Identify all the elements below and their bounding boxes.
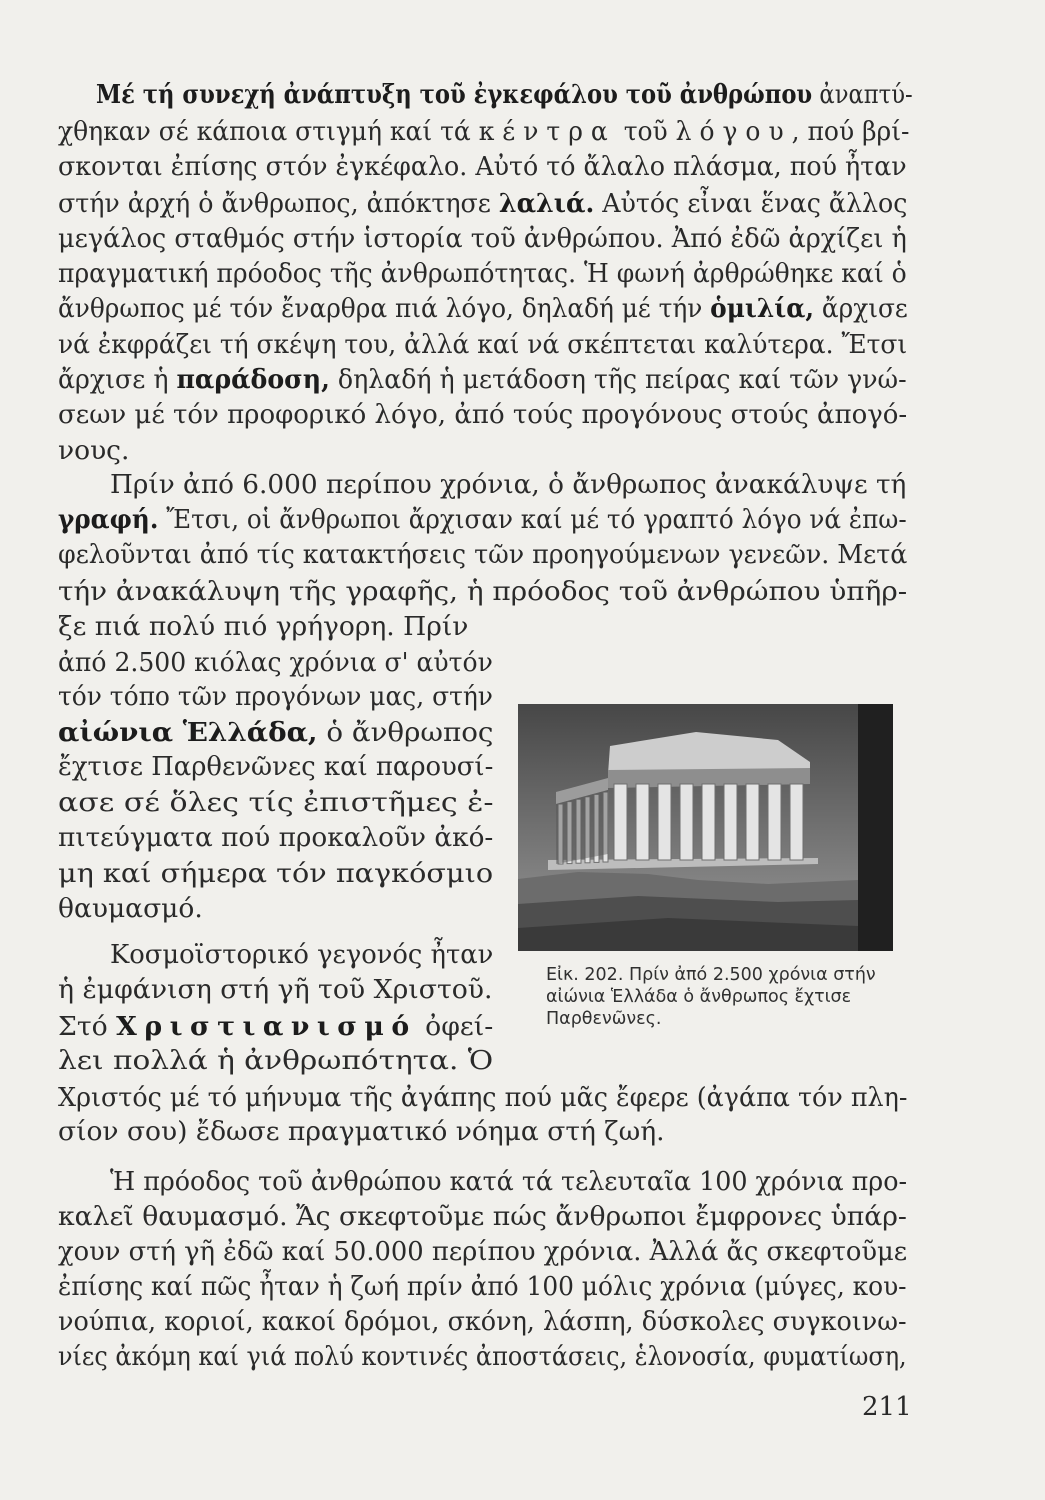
column: [746, 784, 759, 860]
page-number: 211: [862, 1392, 912, 1422]
text-line: τήν ἀνακάλυψη τῆς γραφῆς, ἡ πρόοδος τοῦ ἀνθρώπου ὑπῆρ-: [58, 576, 908, 607]
text-line: ἔχτισε Παρθενῶνες καί παρουσί-: [58, 751, 494, 782]
text-line: νά ἐκφράζει τή σκέψη του, ἀλλά καί νά σκέπτεται καλύτερα. Ἔτσι: [58, 329, 908, 360]
text-line: καλεῖ θαυμασμό. Ἄς σκεφτοῦμε πώς ἄνθρωποι ἔμφρονες ὑπάρ-: [58, 1201, 907, 1232]
text-line: φελοῦνται ἀπό τίς κατακτήσεις τῶν προηγούμενων γενεῶν. Μετά: [58, 539, 908, 570]
text-line: Μέ τή συνεχή ἀνάπτυξη τοῦ ἐγκεφάλου τοῦ ἀνθρώπου ἀναπτύ-: [96, 79, 913, 110]
spaced-bold-term: Χριστιανισμό: [116, 1011, 417, 1042]
column: [790, 784, 803, 860]
text-line: λει πολλά ἡ ἀνθρωπότητα. Ὁ: [58, 1045, 494, 1076]
text-line: σίον σου) ἔδωσε πραγματικό νόημα στή ζωή.: [58, 1116, 665, 1147]
text-line: στήν ἀρχή ὁ ἄνθρωπος, ἀπόκτησε λαλιά. Αὐτός εἶναι ἕνας ἄλλος: [58, 188, 908, 219]
bold-term: αἰώνια Ἑλλάδα,: [58, 717, 318, 748]
text-line: ξε πιά πολύ πιό γρήγορη. Πρίν: [58, 611, 469, 642]
column: [768, 784, 781, 860]
spaced-term: λόγου: [675, 116, 792, 147]
text-line: πιτεύγματα πού προκαλοῦν ἀκό-: [58, 822, 494, 853]
column: [614, 784, 627, 860]
text-line: πραγματική πρόοδος τῆς ἀνθρωπότητας. Ἡ φωνή ἀρθρώθηκε καί ὁ: [58, 258, 907, 289]
text-line: ἀπό 2.500 κιόλας χρόνια σ' αὐτόν: [58, 647, 493, 678]
text-line: νίες ἀκόμη καί γιά πολύ κοντινές ἀποστάσεις, ἑλονοσία, φυματίωση,: [58, 1341, 907, 1372]
column: [658, 784, 671, 860]
bold-term: γραφή.: [58, 504, 159, 535]
text-line: σκονται ἐπίσης στόν ἐγκέφαλο. Αὐτό τό ἄλαλο πλάσμα, πού ἦταν: [58, 151, 907, 182]
text-line: ασε σέ ὅλες τίς ἐπιστῆμες ἐ-: [58, 787, 494, 818]
text-line: νους.: [58, 435, 130, 466]
text-line: Κοσμοϊστορικό γεγονός ἦταν: [110, 939, 494, 970]
column: [724, 784, 737, 860]
text-line: θαυμασμό.: [58, 893, 203, 924]
text-line: ἄνθρωπος μέ τόν ἔναρθρα πιά λόγο, δηλαδή μέ τήν ὁμιλία, ἄρχισε: [58, 293, 908, 324]
text-line: ἡ ἐμφάνιση στή γῆ τοῦ Χριστοῦ.: [58, 974, 493, 1005]
bold-term: παράδοση,: [176, 364, 330, 395]
column: [680, 784, 693, 860]
spaced-term: κέντρα: [478, 116, 616, 147]
text-line: ἄρχισε ἡ παράδοση, δηλαδή ἡ μετάδοση τῆς πείρας καί τῶν γνώ-: [58, 364, 907, 395]
text-line: Πρίν ἀπό 6.000 περίπου χρόνια, ὁ ἄνθρωπος ἀνακάλυψε τή: [110, 469, 907, 500]
column: [702, 784, 715, 860]
bold-term: ὁμιλία,: [710, 293, 815, 324]
text-line: μη καί σήμερα τόν παγκόσμιο: [58, 858, 494, 889]
text-line: αἰώνια Ἑλλάδα, ὁ ἄνθρωπος: [58, 717, 494, 748]
text-line: ἐπίσης καί πῶς ἦταν ἡ ζωή πρίν ἀπό 100 μόλις χρόνια (μύγες, κου-: [58, 1271, 907, 1302]
text-line: Στό Χριστιανισμό ὀφεί-: [58, 1011, 494, 1042]
parthenon-illustration: [518, 704, 893, 951]
text-line: τόν τόπο τῶν προγόνων μας, στήν: [58, 681, 493, 712]
text-line: χουν στή γῆ ἐδῶ καί 50.000 περίπου χρόνια. Ἀλλά ἄς σκεφτοῦμε: [58, 1236, 908, 1267]
text-line: Χριστός μέ τό μήνυμα τῆς ἀγάπης πού μᾶς ἔφερε (ἀγάπα τόν πλη-: [58, 1082, 908, 1113]
text-line: Ἡ πρόοδος τοῦ ἀνθρώπου κατά τά τελευταῖα 100 χρόνια προ-: [110, 1166, 908, 1197]
parthenon-photo: [518, 704, 893, 951]
text-line: σεων μέ τόν προφορικό λόγο, ἀπό τούς προγόνους στούς ἀπογό-: [58, 399, 908, 430]
text-line: γραφή. Ἔτσι, οἱ ἄνθρωποι ἄρχισαν καί μέ τό γραπτό λόγο νά ἐπω-: [58, 504, 907, 535]
text-line: νούπια, κοριοί, κακοί δρόμοι, σκόνη, λάσπη, δύσκολες συγκοινω-: [58, 1306, 907, 1337]
text-line: μεγάλος σταθμός στήν ἱστορία τοῦ ἀνθρώπου. Ἀπό ἐδῶ ἀρχίζει ἡ: [58, 223, 907, 254]
bold-term: λαλιά.: [498, 188, 595, 219]
text-line: χθηκαν σέ κάποια στιγμή καί τά κέντρα τοῦ λόγου, πού βρί-: [58, 116, 910, 147]
column: [636, 784, 649, 860]
figure-caption: Εἰκ. 202. Πρίν ἀπό 2.500 χρόνια στήν αἰώνια Ἑλλάδα ὁ ἄνθρωπος ἔχτισε Παρθενῶνες.: [546, 965, 876, 1029]
